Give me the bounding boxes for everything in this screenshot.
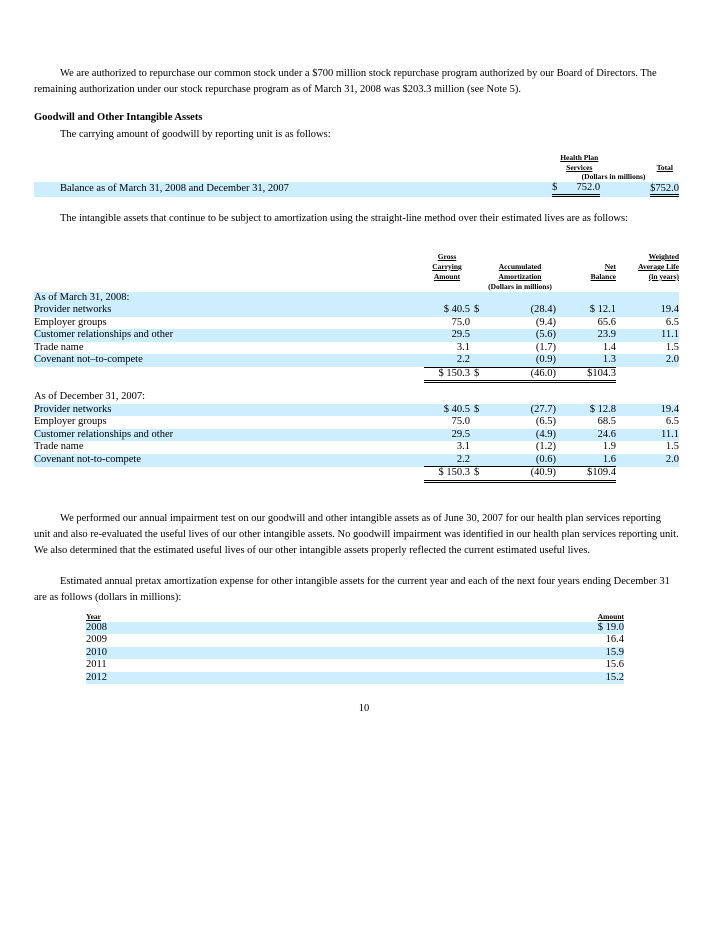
period2-total-accum: (40.9) — [484, 467, 556, 482]
weighted-life: 19.4 — [616, 304, 679, 317]
table-row — [86, 622, 624, 635]
period2-total-row — [34, 467, 679, 482]
gross-amount: 2.2 — [424, 454, 470, 467]
net-balance: 65.6 — [597, 316, 616, 328]
section-title: Goodwill and Other Intangible Assets — [34, 112, 203, 123]
period1-total-accum: (46.0) — [484, 367, 556, 382]
intangibles-intro: The intangible assets that continue to be subject to amortization using the straight-line method over their estimated lives are as follows: — [60, 213, 629, 224]
row-label: Employer groups — [34, 316, 107, 328]
net-balance: 1.4 — [602, 341, 616, 353]
weighted-life: 1.5 — [665, 441, 679, 452]
gross-amount: $ 40.5 — [424, 404, 470, 417]
accum-sign — [470, 454, 484, 467]
table-row — [34, 404, 679, 417]
weighted-life: 6.5 — [665, 416, 679, 427]
amortization-year: 2008 — [86, 622, 325, 635]
intangibles-col-net: Net Balance — [590, 262, 616, 281]
intangibles-col-gross: Gross Carrying Amount — [432, 252, 462, 281]
intangibles-col-accum: Accumulated Amortization — [498, 262, 542, 281]
gross-amount: 75.0 — [451, 316, 470, 328]
accum-amount: (4.9) — [484, 429, 556, 442]
weighted-life: 1.5 — [665, 341, 679, 353]
amortization-amount: 15.6 — [605, 659, 624, 670]
goodwill-row-label: Balance as of March 31, 2008 and December 31, 2007 — [34, 182, 548, 198]
table-row — [34, 354, 679, 367]
accum-amount: (0.6) — [484, 454, 556, 467]
weighted-life: 6.5 — [665, 316, 679, 328]
table-row — [34, 317, 679, 330]
amortization-year: 2012 — [86, 672, 325, 685]
period1-total-accum-sign: $ — [470, 367, 484, 382]
period1-total-row — [34, 367, 679, 382]
period1-label: As of March 31, 2008: — [34, 292, 679, 305]
net-balance: 1.6 — [556, 454, 616, 467]
weighted-life: 19.4 — [616, 404, 679, 417]
amortization-intro: Estimated annual pretax amortization expense for other intangible assets for the current year and each of the next four years ending December 31 are as follows (dollars in millions): — [34, 576, 670, 603]
accum-sign: $ — [470, 404, 484, 417]
accum-amount: (9.4) — [535, 316, 556, 328]
row-label: Provider networks — [34, 304, 424, 317]
amortization-col-year: Year — [86, 612, 101, 621]
accum-amount: (27.7) — [484, 404, 556, 417]
gross-amount: 3.1 — [456, 441, 470, 452]
weighted-life: 2.0 — [616, 354, 679, 367]
table-row — [34, 441, 679, 454]
net-balance: 1.9 — [602, 441, 616, 452]
intangibles-table — [34, 252, 679, 483]
gross-amount: 75.0 — [451, 416, 470, 427]
period1-total-gross: $ 150.3 — [424, 367, 470, 382]
accum-amount: (6.5) — [535, 416, 556, 427]
amortization-year: 2010 — [86, 647, 325, 660]
net-balance: 24.6 — [556, 429, 616, 442]
row-label: Trade name — [34, 441, 84, 452]
row-label: Covenant not–to-compete — [34, 354, 424, 367]
table-row — [34, 329, 679, 342]
table-row — [34, 304, 679, 317]
goodwill-intro: The carrying amount of goodwill by reporting unit is as follows: — [60, 129, 331, 140]
period1-rows — [34, 304, 679, 367]
period2-total-net: $109.4 — [556, 467, 616, 482]
row-label: Customer relationships and other — [34, 429, 424, 442]
row-label: Customer relationships and other — [34, 329, 424, 342]
gross-amount: 29.5 — [424, 329, 470, 342]
row-label: Trade name — [34, 341, 84, 353]
net-balance: 1.3 — [556, 354, 616, 367]
net-balance: 23.9 — [556, 329, 616, 342]
table-row — [86, 634, 624, 647]
net-balance: $ 12.1 — [556, 304, 616, 317]
accum-amount: (1.2) — [535, 441, 556, 452]
accum-amount: (0.9) — [484, 354, 556, 367]
intro-paragraph: We are authorized to repurchase our common stock under a $700 million stock repurchase program authorized by our Board of Directors. The remaining authorization under our stock repurchase program as of March 31, 2008 was $203.3 million (see Note 5). — [34, 68, 657, 95]
amortization-col-amount: Amount — [597, 612, 624, 621]
weighted-life: 2.0 — [616, 454, 679, 467]
table-row — [86, 672, 624, 685]
intangibles-units: (Dollars in millions) — [488, 282, 552, 291]
amortization-year: 2009 — [86, 634, 107, 645]
amortization-amount: 15.9 — [325, 647, 624, 660]
amortization-amount: 15.2 — [325, 672, 624, 685]
row-label: Employer groups — [34, 416, 107, 427]
goodwill-total-value: $752.0 — [650, 183, 679, 197]
intangibles-col-life: Weighted Average Life (in years) — [638, 252, 679, 281]
accum-sign — [470, 354, 484, 367]
net-balance: 68.5 — [597, 416, 616, 427]
net-balance: $ 12.8 — [556, 404, 616, 417]
table-row — [34, 342, 679, 355]
accum-sign — [470, 329, 484, 342]
period2-rows — [34, 404, 679, 467]
period2-label: As of December 31, 2007: — [34, 391, 146, 402]
gross-amount: 2.2 — [424, 354, 470, 367]
accum-sign — [470, 317, 484, 330]
accum-amount: (28.4) — [484, 304, 556, 317]
accum-sign: $ — [470, 304, 484, 317]
gross-amount: 29.5 — [424, 429, 470, 442]
amortization-amount: $ 19.0 — [325, 622, 624, 635]
row-label: Provider networks — [34, 404, 424, 417]
period2-total-accum-sign: $ — [470, 467, 484, 482]
goodwill-dollar: $ — [552, 181, 558, 193]
weighted-life: 11.1 — [616, 329, 679, 342]
page-number: 10 — [358, 703, 370, 714]
table-row — [34, 416, 679, 429]
accum-amount: (1.7) — [535, 341, 556, 353]
accum-sign — [470, 429, 484, 442]
amortization-amount: 16.4 — [605, 634, 624, 645]
accum-sign — [470, 441, 484, 454]
gross-amount: $ 40.5 — [424, 304, 470, 317]
goodwill-col-health-plan: Health Plan Services — [560, 153, 599, 172]
table-row — [86, 659, 624, 672]
gross-amount: 3.1 — [456, 341, 470, 353]
table-row — [86, 647, 624, 660]
goodwill-table — [34, 153, 679, 197]
goodwill-units: (Dollars in millions) — [581, 172, 646, 181]
weighted-life: 11.1 — [616, 429, 679, 442]
table-row — [34, 429, 679, 442]
row-label: Covenant not-to-compete — [34, 454, 424, 467]
goodwill-balance-row — [34, 182, 679, 198]
accum-sign — [470, 342, 484, 355]
period1-total-net: $104.3 — [556, 367, 616, 382]
goodwill-health-plan-value: 752.0 — [576, 181, 601, 193]
amortization-year: 2011 — [86, 659, 107, 670]
accum-sign — [470, 416, 484, 429]
impairment-paragraph: We performed our annual impairment test on our goodwill and other intangible assets as of June 30, 2007 for our health plan services reporting unit and also re-evaluated the useful lives of our other intangible assets. No goodwill impairment was identified in our health plan services reporting unit. We also determined that the estimated useful lives of our other intangible assets properly reflected the current estimated useful lives. — [34, 513, 679, 556]
amortization-rows — [86, 622, 624, 685]
goodwill-col-total: Total — [656, 162, 673, 172]
amortization-table — [86, 612, 624, 684]
table-row — [34, 454, 679, 467]
period2-total-gross: $ 150.3 — [424, 467, 470, 482]
accum-amount: (5.6) — [484, 329, 556, 342]
